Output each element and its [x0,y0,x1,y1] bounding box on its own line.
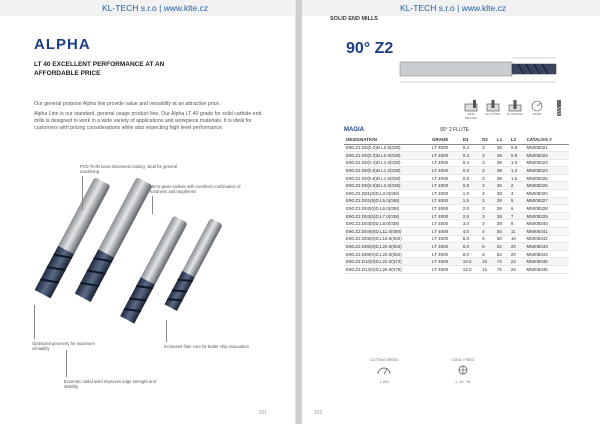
table-cell: M5008321 [524,144,569,152]
application-icons [462,100,568,120]
table-cell: 3 [480,220,495,228]
table-cell: M5008327 [524,197,569,205]
symbol-value: ≥ 200 [379,380,389,384]
end-mill-drawing [394,54,570,88]
callout-leader [82,176,83,210]
symbol-label: COOL / FEED [452,358,475,362]
table-cell: 2.0 [461,205,480,213]
table-cell: M5008322 [524,152,569,160]
table-cell: 38 [495,167,509,175]
table-row [344,205,569,213]
table-cell: 20 [509,250,525,258]
table-cell: E90.Z2.D06(0)D.L20.0(062) [344,243,430,251]
table-row [344,197,569,205]
table-cell: 50 [495,235,509,243]
table-cell: 8 [509,220,525,228]
table-cell: 5.0 [461,235,480,243]
table-cell: 0.3 [461,152,480,160]
table-cell: 3 [480,159,495,167]
table-cell: M5008342 [524,235,569,243]
table-row [344,212,569,220]
table-cell: 0.5 [509,144,525,152]
table-cell: M5008326 [524,182,569,190]
table-cell: 1.0 [509,159,525,167]
callout-coating: PVD TiAlN nano structured coating, ideal for general machining [80,164,178,175]
table-cell: 0.2 [461,144,480,152]
table-cell: 2.5 [461,212,480,220]
table-row [344,174,569,182]
table-cell: M5008343 [524,243,569,251]
table-cell: 38 [495,152,509,160]
table-row [344,228,569,236]
table-cell: E90.Z2.D0(0.8)D.L2.0(038) [344,182,430,190]
table-cell: M5008325 [524,174,569,182]
symbol-value: ≥ -10 · 30 [455,380,471,384]
table-row [344,159,569,167]
column-header: D2 [480,136,495,144]
column-header: D1 [461,136,480,144]
table-cell: E90.Z2.D05(0)D.L16.0(050) [344,235,430,243]
table-cell: E90.Z2.D12(0)D.L26.0(075) [344,266,430,274]
callout-geometry: Optimized geometry for maximum versatility [32,341,95,352]
table-cell: LT 4000 [430,182,461,190]
table-cell: 0.8 [461,182,480,190]
table-cell: 38 [495,197,509,205]
tagline: LT 40 EXCELLENT PERFORMANCE AT AN AFFORDABLE PRICE [34,61,165,77]
table-cell: E90.Z2.D0(0.5)D.L1.2(038) [344,167,430,175]
callout-leader [166,320,167,342]
table-cell: LT 4000 [430,159,461,167]
table-cell: 6 [480,243,495,251]
section-label: SOLID END MILLS [330,16,378,22]
table-cell: 3 [480,167,495,175]
table-cell: 3 [480,205,495,213]
table-cell: E90.Z2.D02(0)D.L6.0(038) [344,205,430,213]
table-cell: 3 [480,182,495,190]
table-cell: M5008346 [524,266,569,274]
icon-label: SLOTTING [485,112,501,116]
table-cell: E90.Z2.D10(0)D.L22.0(072) [344,258,430,266]
callout-flute: Increased flute core for better chip evacuation [164,344,249,349]
icon-label: SIDE MILLING [464,112,477,120]
flute-icon [550,100,568,120]
table-cell: 16 [509,235,525,243]
table-cell: E90.Z2.D0(0.4)D.L1.0(038) [344,159,430,167]
table-cell: 3 [480,144,495,152]
table-cell: 38 [495,182,509,190]
table-cell: E90.Z2.D01(5)D.L5.0(038) [344,197,430,205]
table-cell: E90.Z2.D08(0)D.L20.0(062) [344,250,430,258]
table-cell: 38 [495,159,509,167]
table-title: 90° 2 FLUTE [440,127,469,133]
table-cell: 0.8 [509,152,525,160]
table-row [344,258,569,266]
table-row [344,152,569,160]
table-cell: 38 [495,220,509,228]
table-row [344,182,569,190]
callout-leader [34,305,35,339]
table-cell: 3 [480,190,495,198]
table-cell: 11 [509,228,525,236]
column-header: DESIGNATION [344,136,430,144]
table-cell: 5 [480,235,495,243]
icon-label: PLUNGING [507,112,523,116]
table-cell: 62 [495,243,509,251]
table-cell: 26 [509,266,525,274]
table-cell: 12 [480,266,495,274]
table-cell: 6.0 [461,243,480,251]
table-cell: 0.5 [461,167,480,175]
intro-paragraph: Alpha Line is our standard, general usage product line. Our Alpha LT 40 grade for solid carbide end mills is designed to work in a wide variety of applications and workpiece materials. It is ideal for customers with pricing considerations while also expecting high level performance. [34,111,262,131]
table-cell: E90.Z2.D01(0)D.L3.0(038) [344,190,430,198]
spec-table [344,136,569,274]
table-cell: LT 4000 [430,144,461,152]
angle-icon [528,100,546,120]
table-cell: 38 [495,174,509,182]
table-cell: LT 4000 [430,167,461,175]
table-row [344,266,569,274]
column-header: CATALOG # [524,136,569,144]
table-cell: 3 [480,152,495,160]
table-cell: LT 4000 [430,190,461,198]
table-cell: 5 [509,197,525,205]
table-row [344,144,569,152]
header-text[interactable]: KL-TECH s.r.o | www.klte.cz [400,3,507,13]
table-cell: 3.0 [461,220,480,228]
table-header-row [344,136,569,144]
table-row [344,250,569,258]
table-cell: M5008328 [524,205,569,213]
product-title: 90° Z2 [346,40,394,57]
table-cell: M5008344 [524,250,569,258]
callout-leader [66,350,67,377]
table-cell: LT 4000 [430,152,461,160]
intro-paragraph: Our general purpose Alpha line provide value and versatility at an attractive price. [34,101,221,107]
table-cell: LT 4000 [430,174,461,182]
brand-title: ALPHA [34,36,91,53]
table-cell: M5008340 [524,220,569,228]
table-cell: 4.0 [461,228,480,236]
table-cell: 2 [509,182,525,190]
plunging-icon [506,100,524,120]
table-cell: 7 [509,212,525,220]
table-cell: LT 4000 [430,235,461,243]
side-milling-icon [462,100,480,120]
table-cell: E90.Z2.D0(0.6)D.L1.5(038) [344,174,430,182]
table-cell: 6 [509,205,525,213]
column-header: L2 [509,136,525,144]
table-cell: 3 [509,190,525,198]
table-cell: 62 [495,250,509,258]
table-cell: 3 [480,212,495,220]
table-cell: 1.0 [461,190,480,198]
table-cell: LT 4000 [430,205,461,213]
table-cell: 0.4 [461,159,480,167]
right-page [302,0,600,424]
cutting-speed-symbol [370,358,398,384]
intro-text [34,101,264,135]
table-cell: 8.0 [461,250,480,258]
table-cell: 1.5 [509,174,525,182]
table-cell: 20 [509,243,525,251]
table-row [344,220,569,228]
table-cell: LT 4000 [430,243,461,251]
table-cell: M5008320 [524,190,569,198]
column-header: GRADE [430,136,461,144]
table-row [344,167,569,175]
table-cell: LT 4000 [430,266,461,274]
table-cell: 10.0 [461,258,480,266]
cool-feed-symbol [452,358,474,384]
table-row [344,190,569,198]
table-cell: LT 4000 [430,197,461,205]
table-cell: E90.Z2.D03(0)D.L8.0(038) [344,220,430,228]
slotting-icon [484,100,502,120]
table-cell: M5008323 [524,159,569,167]
table-cell: E90.Z2.D02(5)D.L7.0(038) [344,212,430,220]
table-cell: 1.2 [509,167,525,175]
table-cell: 38 [495,190,509,198]
table-cell: 3 [480,197,495,205]
table-cell: 38 [495,205,509,213]
table-cell: E90.Z2.D0(0.2)D.L0.5(038) [344,144,430,152]
table-cell: M5008329 [524,212,569,220]
magia-label: MAGIA [344,127,364,133]
left-page [0,0,296,424]
table-cell: 38 [495,212,509,220]
table-cell: 1.5 [461,197,480,205]
table-cell: LT 4000 [430,220,461,228]
table-cell: 10 [480,258,495,266]
table-cell: M5008324 [524,167,569,175]
table-cell: 8 [480,250,495,258]
icon-label: 30(38) [532,112,542,116]
table-cell: 75 [495,266,509,274]
table-cell: LT 4000 [430,258,461,266]
table-cell: E90.Z2.D0(0.3)D.L0.8(038) [344,152,430,160]
table-cell: 12.0 [461,266,480,274]
table-cell: 4 [480,228,495,236]
table-cell: LT 4000 [430,250,461,258]
table-cell: M5008341 [524,228,569,236]
table-cell: E90.Z2.D04(0)D.L11.0(050) [344,228,430,236]
table-cell: 0.6 [461,174,480,182]
symbol-label: CUTTING SPEED [370,358,399,362]
table-cell: 72 [495,258,509,266]
table-row [344,243,569,251]
page-number: 152 [314,410,323,416]
header-text[interactable]: KL-TECH s.r.o | www.klte.cz [102,3,209,13]
table-cell: LT 4000 [430,212,461,220]
callout-carbide: Micro-grain carbide with excellent combination of hardness and toughness [150,184,241,195]
table-cell: 50 [495,228,509,236]
table-row [344,235,569,243]
column-header: L1 [495,136,509,144]
table-cell: 3 [480,174,495,182]
table-cell: 22 [509,258,525,266]
callout-relief: Eccentric radial relief improves edge strength and stability [64,379,156,390]
table-cell: M5008345 [524,258,569,266]
page-number: 151 [258,410,267,416]
callout-leader [152,196,153,214]
table-cell: LT 4000 [430,228,461,236]
table-cell: 38 [495,144,509,152]
